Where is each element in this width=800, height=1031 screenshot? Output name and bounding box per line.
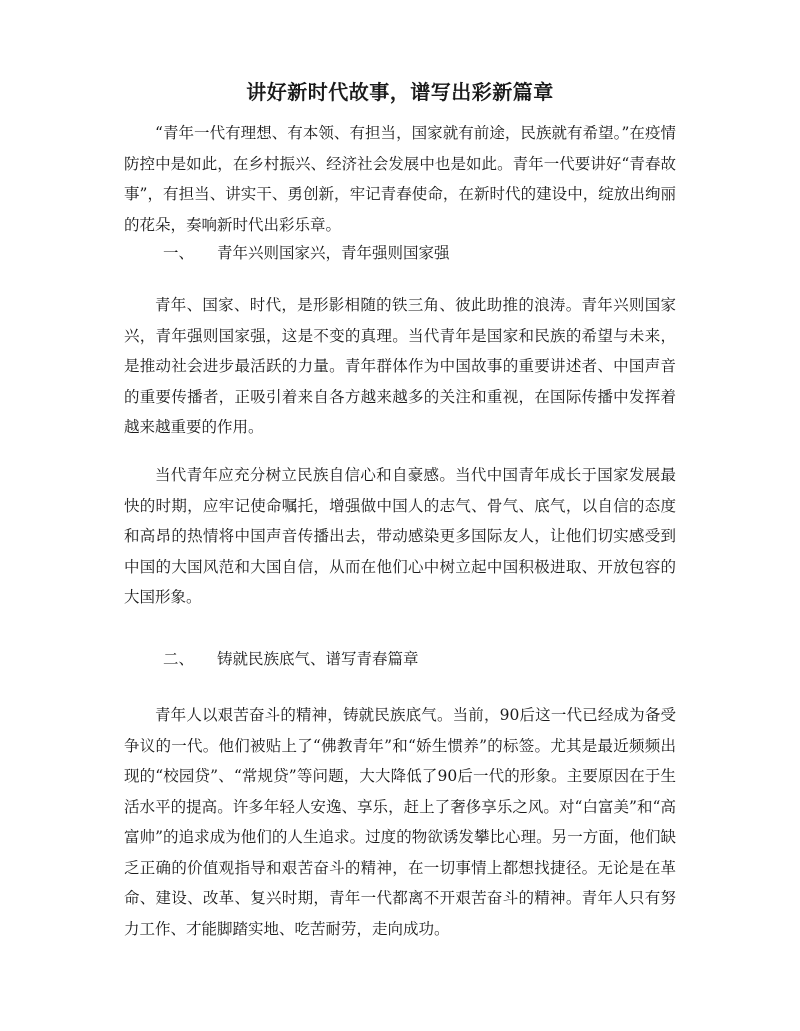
section-1-paragraph-1: 青年、国家、时代，是形影相随的铁三角、彼此助推的浪涛。青年兴则国家兴，青年强则国家强，这是不变的真理。当代青年是国家和民族的希望与未来，是推动社会进步最活跃的力量。青年群体作为中国故事的重要讲述者、中国声音的重要传播者，正吸引着来自各方越来越多的关注和重视，在国际传播中发挥着越来越重要的作用。: [124, 296, 676, 436]
section-1-heading: [163, 239, 450, 267]
section-1-number: 一、: [163, 244, 195, 262]
section-2-heading-text: 铸就民族底气、谱写青春篇章: [217, 650, 419, 668]
intro-paragraph: “青年一代有理想、有本领、有担当，国家就有前途，民族就有希望。”在疫情防控中是如此，在乡村振兴、经济社会发展中也是如此。青年一代要讲好“青春故事”，有担当、讲实干、勇创新，牢记青春使命，在新时代的建设中，绽放出绚丽的花朵，奏响新时代出彩乐章。: [124, 124, 676, 234]
section-2-heading: [163, 645, 419, 673]
section-1-heading-text: 青年兴则国家兴，青年强则国家强: [217, 244, 450, 262]
section-1-paragraph-2: 当代青年应充分树立民族自信心和自豪感。当代中国青年成长于国家发展最快的时期，应牢记使命嘱托，增强做中国人的志气、骨气、底气，以自信的态度和高昂的热情将中国声音传播出去，带动感染更多国际友人，让他们切实感受到中国的大国风范和大国自信，从而在他们心中树立起中国积极进取、开放包容的大国形象。: [124, 466, 676, 606]
page-title: 讲好新时代故事，谱写出彩新篇章: [246, 80, 554, 104]
section-2-paragraph-1: 青年人以艰苦奋斗的精神，铸就民族底气。当前，90后这一代已经成为备受争议的一代。他们被贴上了“佛教青年”和“娇生惯养”的标签。尤其是最近频频出现的“校园贷”、“常规贷”等问题，大大降低了90后一代的形象。主要原因在于生活水平的提高。许多年轻人安逸、享乐，赶上了奢侈享乐之风。对“白富美”和“高富帅”的追求成为他们的人生追求。过度的物欲诱发攀比心理。另一方面，他们缺乏正确的价值观指导和艰苦奋斗的精神，在一切事情上都想找捷径。无论是在革命、建设、改革、复兴时期，青年一代都离不开艰苦奋斗的精神。青年人只有努力工作、才能脚踏实地、吃苦耐劳，走向成功。: [124, 706, 676, 938]
section-2-number: 二、: [163, 650, 195, 668]
